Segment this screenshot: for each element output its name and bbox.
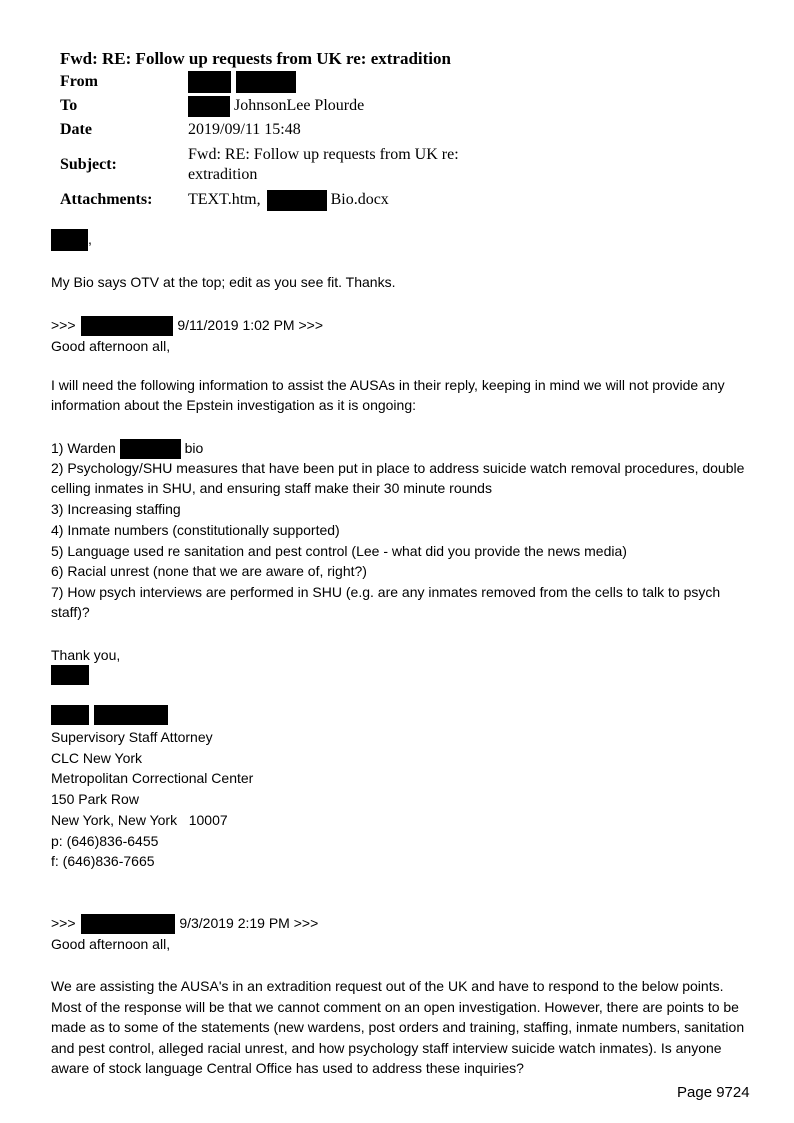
list-item: 3) Increasing staffing bbox=[51, 501, 181, 517]
subject-label: Subject: bbox=[60, 155, 117, 173]
page-number: Page 9724 bbox=[677, 1084, 750, 1101]
list-item: 7) How psych interviews are performed in SHU (e.g. are any inmates removed from the cells to talk to psych staff)? bbox=[51, 584, 721, 620]
forward-greeting: Good afternoon all, bbox=[51, 338, 171, 354]
forward-intro: I will need the following information to assist the AUSAs in their reply, keeping in mind we will not provide any information about the Epstein investigation as it is ongoing: bbox=[51, 377, 725, 413]
signature-line: p: (646)836-6455 bbox=[51, 832, 159, 849]
list-item: 6) Racial unrest (none that we are aware of, right?) bbox=[51, 563, 367, 579]
redaction-box bbox=[120, 439, 181, 459]
signature-line: New York, New York 10007 bbox=[51, 811, 228, 828]
signature-line: 150 Park Row bbox=[51, 791, 139, 808]
attachments-label: Attachments: bbox=[60, 191, 153, 208]
list-item: 4) Inmate numbers (constitutionally supported) bbox=[51, 522, 340, 538]
signature-line: CLC New York bbox=[51, 749, 143, 766]
redaction-box bbox=[81, 914, 175, 934]
date-value: 2019/09/11 15:48 bbox=[188, 121, 301, 138]
to-value bbox=[186, 94, 490, 118]
redaction-box bbox=[51, 705, 89, 725]
from-label: From bbox=[60, 73, 98, 90]
attachment-link[interactable]: Bio.docx bbox=[330, 190, 389, 208]
redaction-box bbox=[51, 229, 88, 251]
signature-name bbox=[51, 705, 751, 725]
forward-marker: >>> 9/11/2019 1:02 PM >>> bbox=[51, 315, 751, 336]
redaction-box bbox=[94, 705, 168, 725]
forward-greeting: Good afternoon all, bbox=[51, 936, 171, 952]
redaction-box bbox=[188, 96, 230, 117]
signature-line: f: (646)836-7665 bbox=[51, 853, 155, 870]
redaction-box bbox=[51, 665, 89, 685]
forward-marker: >>> 9/3/2019 2:19 PM >>> bbox=[51, 913, 751, 934]
attachment-link[interactable]: TEXT.htm, bbox=[188, 190, 261, 208]
list-item: 2) Psychology/SHU measures that have been put in place to address suicide watch removal procedures, double celling inmates in SHU, and ensuring staff make their 30 minute rounds bbox=[51, 460, 745, 496]
redaction-box bbox=[236, 71, 296, 93]
forward-text: We are assisting the AUSA's in an extradition request out of the UK and have to respond to the below points. Most of the response will be that we cannot comment on an open investigation. However, there are points to be made as to some of the statements (new wardens, post orders and training, staffing, inmate numbers, sanitation and pest control, alleged racial unrest, and how psychology staff interview suicide watch inmates). Is anyone aware of stock language Central Office has used to address these inquiries? bbox=[51, 978, 745, 1076]
signature-block bbox=[51, 727, 751, 872]
signature-line: Supervisory Staff Attorney bbox=[51, 729, 213, 745]
date-label: Date bbox=[60, 121, 92, 138]
redaction-box bbox=[267, 190, 327, 211]
closing-name bbox=[51, 665, 751, 685]
from-value bbox=[186, 70, 490, 94]
list-item: 1) Warden bio bbox=[51, 438, 751, 459]
email-subject-heading: Fwd: RE: Follow up requests from UK re: extradition bbox=[60, 49, 451, 68]
to-recipient: JohnsonLee Plourde bbox=[234, 96, 365, 114]
redaction-box bbox=[188, 71, 231, 93]
attachments-value bbox=[186, 187, 490, 213]
signature-line: Metropolitan Correctional Center bbox=[51, 770, 254, 787]
redaction-box bbox=[81, 316, 173, 336]
to-label: To bbox=[60, 97, 78, 114]
reply-greeting: , bbox=[51, 229, 751, 251]
list-item: 5) Language used re sanitation and pest control (Lee - what did you provide the news media) bbox=[51, 543, 627, 559]
email-header-table bbox=[58, 70, 490, 213]
closing: Thank you, bbox=[51, 647, 121, 663]
subject-value: Fwd: RE: Follow up requests from UK re: extradition bbox=[188, 145, 459, 183]
reply-text: My Bio says OTV at the top; edit as you see fit. Thanks. bbox=[51, 274, 396, 290]
